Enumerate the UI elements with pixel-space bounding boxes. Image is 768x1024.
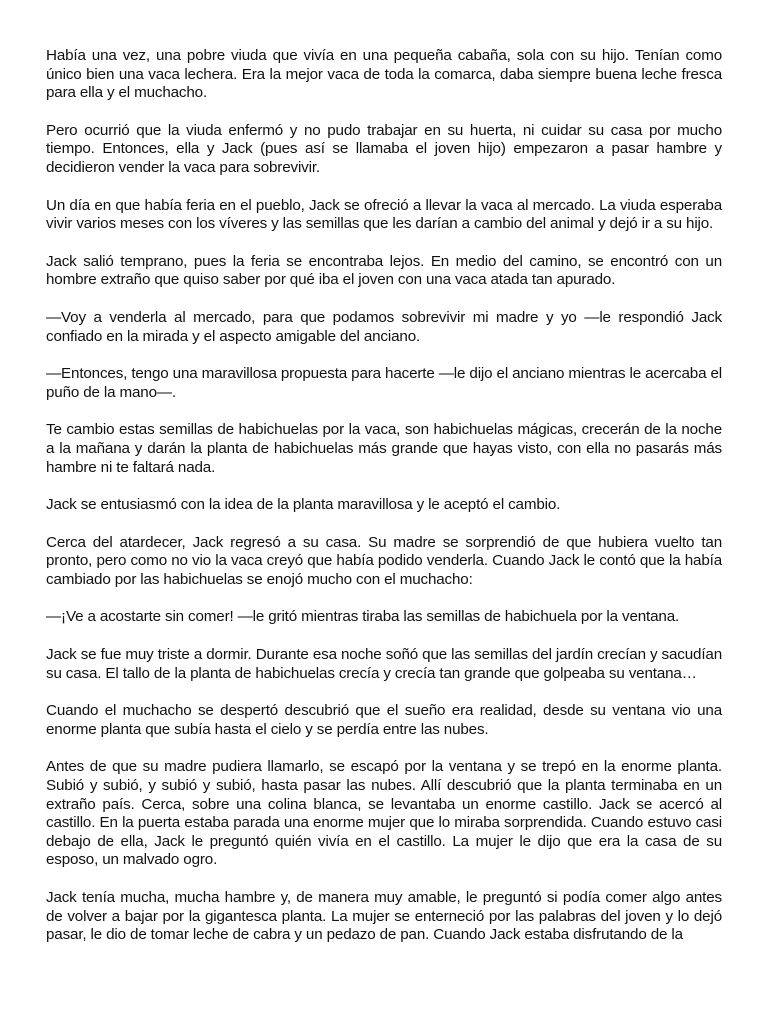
paragraph: Jack salió temprano, pues la feria se encontraba lejos. En medio del camino, se encontró con un hombre extraño que quiso saber por qué iba el joven con una vaca atada tan apurado. [46, 252, 722, 289]
paragraph: Jack se entusiasmó con la idea de la planta maravillosa y le aceptó el cambio. [46, 496, 561, 514]
paragraph: Te cambio estas semillas de habichuelas por la vaca, son habichuelas mágicas, crecerán de la noche a la mañana y darán la planta de habichuelas más grande que hayas visto, con ella no pasarás más hambre ni te faltará nada. [46, 421, 722, 476]
paragraph: —¡Ve a acostarte sin comer! —le gritó mientras tiraba las semillas de habichuela por la ventana. [46, 608, 680, 626]
paragraph: Un día en que había feria en el pueblo, Jack se ofreció a llevar la vaca al mercado. La viuda esperaba vivir varios meses con los víveres y las semillas que les darían a cambio del animal y dejó ir a su hijo. [46, 196, 722, 233]
story-text [46, 47, 722, 945]
paragraph: Jack se fue muy triste a dormir. Durante esa noche soñó que las semillas del jardín crecían y sacudían su casa. El tallo de la planta de habichuelas crecía y crecía tan grande que golpeaba su ventana… [46, 646, 722, 682]
paragraph: Había una vez, una pobre viuda que vivía en una pequeña cabaña, sola con su hijo. Tenían como único bien una vaca lechera. Era la mejor vaca de toda la comarca, daba siempre buena leche fresca para ella y el muchacho. [46, 47, 722, 102]
paragraph: Jack tenía mucha, mucha hambre y, de manera muy amable, le preguntó si podía comer algo antes de volver a bajar por la gigantesca planta. La mujer se enterneció por las palabras del joven y lo dejó pasar, le dio de tomar leche de cabra y un pedazo de pan. Cuando Jack estaba disfrutando de la [46, 889, 722, 944]
paragraph: Cerca del atardecer, Jack regresó a su casa. Su madre se sorprendió de que hubiera vuelto tan pronto, pero como no vio la vaca creyó que había podido venderla. Cuando Jack le contó que la había cambiado por las habichuelas se enojó mucho con el muchacho: [46, 533, 722, 588]
paragraph: —Voy a venderla al mercado, para que podamos sobrevivir mi madre y yo —le respondió Jack confiado en la mirada y el aspecto amigable del anciano. [46, 308, 722, 345]
paragraph: Pero ocurrió que la viuda enfermó y no pudo trabajar en su huerta, ni cuidar su casa por mucho tiempo. Entonces, ella y Jack (pues así se llamaba el joven hijo) empezaron a pasar hambre y decidieron vender la vaca para sobrevivir. [46, 121, 722, 176]
paragraph: Cuando el muchacho se despertó descubrió que el sueño era realidad, desde su ventana vio una enorme planta que subía hasta el cielo y se perdía entre las nubes. [46, 702, 722, 738]
paragraph: Antes de que su madre pudiera llamarlo, se escapó por la ventana y se trepó en la enorme planta. Subió y subió, y subió y subió, hasta pasar las nubes. Allí descubrió que la planta terminaba en un extraño país. Cerca, sobre una colina blanca, se levantaba un enorme castillo. Jack se acercó al castillo. En la puerta estaba parada una enorme mujer que lo miraba sorprendida. Cuando estuvo casi debajo de ella, Jack le preguntó quién vivía en el castillo. La mujer le dijo que era la casa de su esposo, un malvado ogro. [46, 758, 722, 869]
paragraph: —Entonces, tengo una maravillosa propuesta para hacerte —le dijo el anciano mientras le acercaba el puño de la mano—. [46, 365, 722, 401]
